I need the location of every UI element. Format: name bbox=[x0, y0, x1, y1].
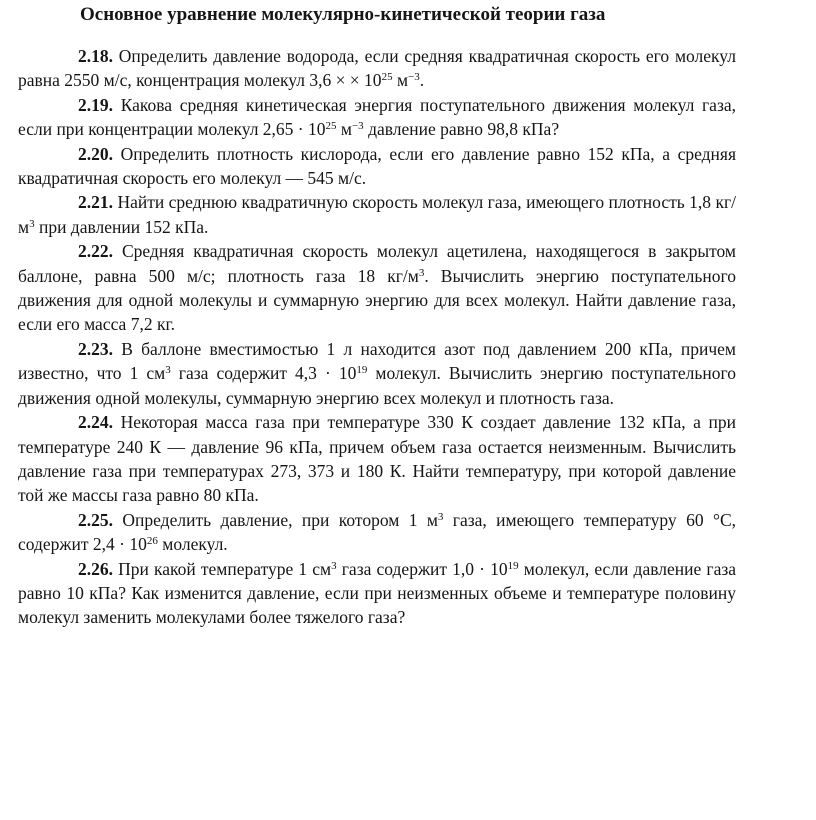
exponent: 3 bbox=[437, 510, 444, 523]
problem-text: Некоторая масса газа при температуре 330 К создает давление 132 кПа, а при температуре 240 К — давление 96 кПа, причем объем газа остается неизменным. Вычислить давление газа при температурах 273, 373 и 180 К. Найти температуру, при которой давление той же массы газа равно 80 кПа. bbox=[18, 412, 737, 506]
problem-item bbox=[18, 239, 736, 337]
problem-list bbox=[18, 44, 736, 630]
problem-text: Определить плотность кислорода, если его давление равно 152 кПа, а средняя квадратичная скорость его молекул — 545 м/с. bbox=[18, 143, 736, 189]
problem-text: Определить давление водорода, если средняя квадратичная скорость его молекул равна 2550 м/с, концентрация молекул 3,6 × × 10 bbox=[18, 46, 737, 91]
problem-number: 2.20. bbox=[78, 143, 113, 164]
problem-item bbox=[18, 337, 736, 410]
problem-text: При какой температуре 1 см bbox=[118, 558, 332, 579]
problem-text: давление равно 98,8 кПа? bbox=[363, 119, 560, 140]
problem-text: . Вычислить энергию поступательного движения для одной молекулы и суммарную энергию для всех молекул. Найти давление газа, если его масса 7,2 кг. bbox=[18, 265, 736, 335]
problem-text: газа, имеющего температуру 60 °С, содержит 2,4 · 10 bbox=[18, 509, 736, 555]
problem-number: 2.21. bbox=[78, 192, 113, 213]
exponent: 3 bbox=[29, 217, 35, 230]
exponent: −3 bbox=[351, 120, 364, 133]
exponent: 3 bbox=[165, 364, 171, 377]
exponent: 19 bbox=[356, 364, 368, 377]
problem-number: 2.18. bbox=[78, 46, 113, 66]
problem-text: газа содержит 4,3 · 10 bbox=[170, 363, 357, 384]
section-title: Основное уравнение молекулярно-кинетической теории газа bbox=[80, 4, 606, 25]
problem-item bbox=[18, 557, 736, 630]
exponent: 3 bbox=[331, 559, 337, 572]
problem-number: 2.23. bbox=[78, 338, 113, 359]
problem-item bbox=[18, 190, 736, 239]
problem-number: 2.25. bbox=[78, 509, 113, 530]
problem-number: 2.24. bbox=[78, 412, 113, 433]
problem-number: 2.19. bbox=[78, 94, 113, 115]
problem-text: Средняя квадратичная скорость молекул ацетилена, находящегося в закрытом баллоне, равна 500 м/с; плотность газа 18 кг/м bbox=[18, 241, 736, 286]
problem-text: Найти среднюю квадратичную скорость молекул газа, имеющего плотность 1,8 кг/м bbox=[18, 192, 737, 237]
problem-item bbox=[18, 142, 736, 191]
problem-item bbox=[18, 508, 736, 557]
problem-text: молекул. bbox=[157, 534, 228, 555]
problem-text: молекул. Вычислить энергию поступательного движения одной молекулы, суммарную энергию всех молекул и плотность газа. bbox=[18, 363, 736, 408]
exponent: 3 bbox=[418, 266, 425, 279]
problem-text: газа содержит 1,0 · 10 bbox=[336, 558, 508, 579]
problem-text: В баллоне вместимостью 1 л находится азот под давлением 200 кПа, причем известно, что 1 см bbox=[18, 338, 736, 384]
problem-text: при давлении 152 кПа. bbox=[34, 216, 209, 237]
problem-text: . bbox=[419, 70, 425, 91]
problem-text: Определить давление, при котором 1 м bbox=[122, 509, 438, 530]
exponent: −3 bbox=[408, 71, 420, 84]
exponent: 25 bbox=[325, 120, 337, 133]
problem-number: 2.22. bbox=[78, 241, 113, 262]
exponent: 25 bbox=[381, 71, 393, 84]
problem-text: Какова средняя кинетическая энергия поступательного движения молекул газа, если при концентрации молекул 2,65 · 10 bbox=[18, 94, 736, 140]
problem-item bbox=[18, 44, 736, 93]
problem-text: м bbox=[392, 70, 409, 91]
problem-text: молекул, если давление газа равно 10 кПа? Как изменится давление, если при неизменных объеме и температуре половину молекул заменить молекулами более тяжелого газа? bbox=[18, 558, 737, 628]
problem-number: 2.26. bbox=[78, 558, 113, 579]
problem-text: м bbox=[336, 119, 352, 140]
exponent: 19 bbox=[507, 559, 519, 572]
problem-item bbox=[18, 93, 736, 142]
problem-item bbox=[18, 410, 736, 508]
exponent: 26 bbox=[146, 535, 158, 548]
